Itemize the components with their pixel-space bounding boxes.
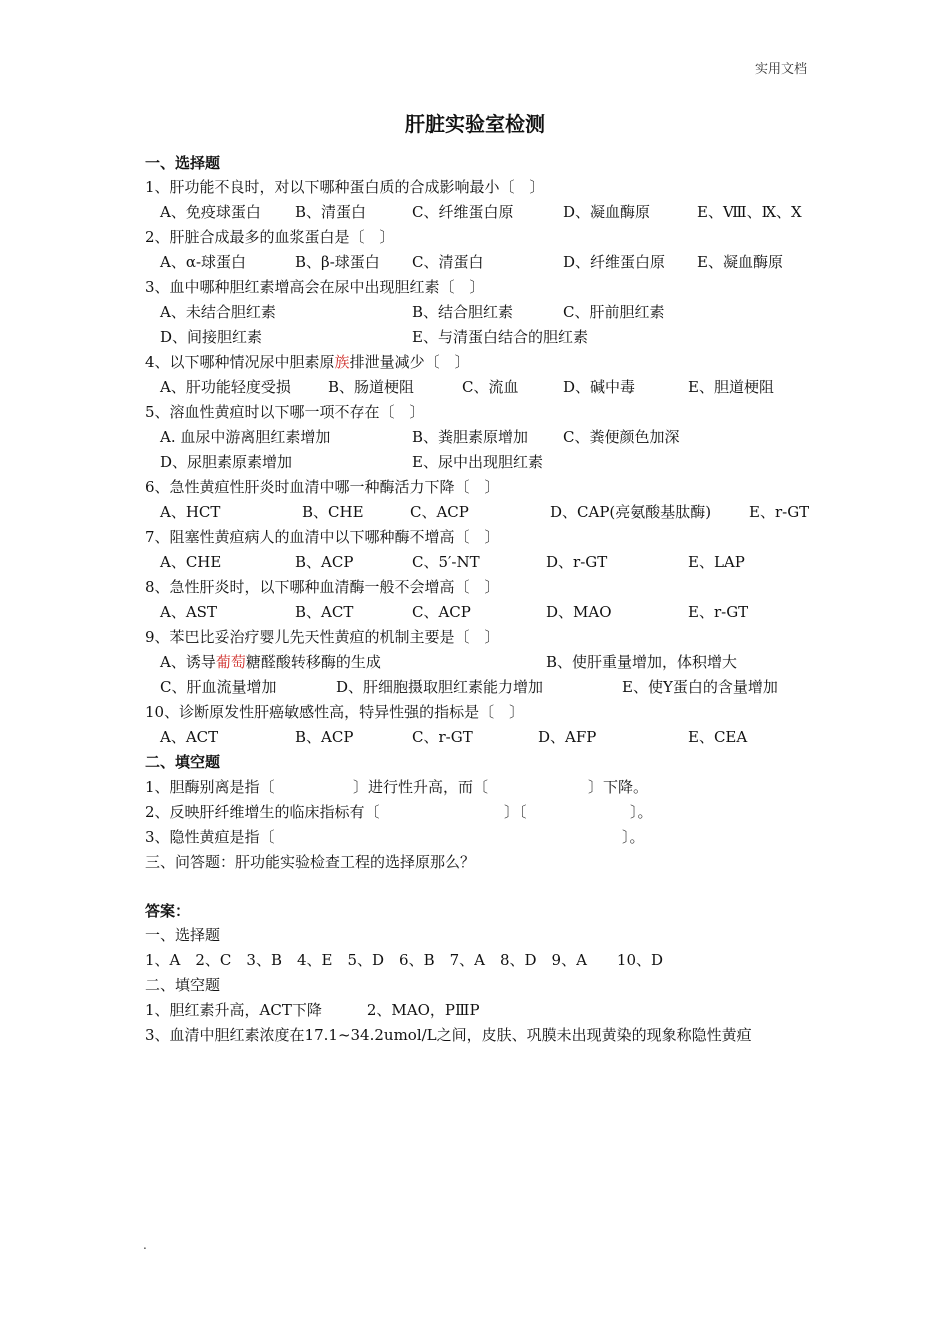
option-c: C、肝前胆红素 [563,303,665,321]
option-c: C、肝血流量增加 [160,678,277,696]
option-c: C、清蛋白 [412,253,484,271]
option-a-text: A、诱导 [160,653,216,671]
question-9: 9、苯巴比妥治疗婴儿先天性黄疸的机制主要是〔 〕 [145,628,500,646]
option-a [160,651,381,673]
option-a: A、AST [160,603,217,621]
option-d: D、r-GT [546,553,608,571]
fill-1-part2: 〕进行性升高，而〔 [353,778,489,796]
option-a: A. 血尿中游离胆红素增加 [160,428,331,446]
answers-heading: 答案： [145,902,191,920]
option-c: C、粪便颜色加深 [563,428,680,446]
option-b: B、β-球蛋白 [295,253,380,271]
fill-2-part1: 2、反映肝纤维增生的临床指标有〔 [145,803,380,821]
option-e: E、胆道梗阻 [688,378,774,396]
option-c: C、流血 [462,378,519,396]
option-b: B、清蛋白 [295,203,367,221]
option-d: D、MAO [546,603,612,621]
fill-1-part1: 1、胆酶别离是指〔 [145,778,275,796]
option-d: D、尿胆素原素增加 [160,453,293,471]
answers-choice-line: 1、A 2、C 3、B 4、E 5、D 6、B 7、A 8、D 9、A 10、D [145,951,664,969]
option-d: D、肝细胞摄取胆红素能力增加 [336,678,544,696]
fill-1-part3: 〕下降。 [588,778,649,796]
page-footer: . [143,1238,147,1252]
option-c: C、纤维蛋白原 [412,203,514,221]
page-header: 实用文档 [754,62,807,77]
question-4-text: 4、以下哪种情况尿中胆素原 [145,353,335,371]
option-a: A、未结合胆红素 [160,303,276,321]
section-choice-heading: 一、选择题 [145,154,221,172]
question-6: 6、急性黄疸性肝炎时血清中哪一种酶活力下降〔 〕 [145,478,500,496]
answers-fill-line-1: 1、胆红素升高，ACT下降 2、MAO，PⅢP [145,1001,480,1019]
option-a-highlight: 葡萄 [215,653,246,671]
question-5: 5、溶血性黄疸时以下哪一项不存在〔 〕 [145,403,425,421]
fill-3-part1: 3、隐性黄疸是指〔 [145,828,275,846]
question-3: 3、血中哪种胆红素增高会在尿中出现胆红素〔 〕 [145,278,485,296]
option-a: A、免疫球蛋白 [160,203,261,221]
option-e: E、使Y蛋白的含量增加 [622,678,778,696]
option-c: C、ACP [410,503,469,521]
option-b: B、肠道梗阻 [328,378,415,396]
fill-2-part2: 〕〔 [504,803,527,821]
option-a-text-end: 糖醛酸转移酶的生成 [245,653,381,671]
option-e: E、r-GT [749,503,810,521]
question-4-text-end: 排泄量减少〔 〕 [349,353,470,371]
answers-choice-heading: 一、选择题 [145,926,221,944]
option-e: E、r-GT [688,603,749,621]
answers-fill-line-2: 3、血清中胆红素浓度在17.1~34.2umol/L之间，皮肤、巩膜未出现黄染的现象称隐性黄疸 [145,1026,752,1044]
option-b: B、结合胆红素 [412,303,514,321]
option-e: E、与清蛋白结合的胆红素 [412,328,588,346]
option-e: E、凝血酶原 [697,253,783,271]
question-10: 10、诊断原发性肝癌敏感性高，特异性强的指标是〔 〕 [145,703,525,721]
page-title: 肝脏实验室检测 [405,112,545,136]
answers-fill-heading: 二、填空题 [145,976,221,994]
question-4 [145,351,470,373]
option-d: D、AFP [538,728,597,746]
option-b: B、使肝重量增加，体积增大 [546,653,738,671]
option-a: A、HCT [160,503,221,521]
option-e: E、CEA [688,728,748,746]
question-1: 1、肝功能不良时，对以下哪种蛋白质的合成影响最小〔 〕 [145,178,545,196]
option-d: D、纤维蛋白原 [563,253,666,271]
option-b: B、粪胆素原增加 [412,428,529,446]
option-b: B、ACP [295,728,354,746]
fill-2-part3: 〕。 [630,803,653,821]
option-a: A、α-球蛋白 [160,253,247,271]
question-2: 2、肝脏合成最多的血浆蛋白是〔 〕 [145,228,395,246]
option-d: D、凝血酶原 [563,203,651,221]
option-d: D、间接胆红素 [160,328,263,346]
option-e: E、LAP [688,553,745,571]
option-b: B、ACP [295,553,354,571]
question-8: 8、急性肝炎时，以下哪种血清酶一般不会增高〔 〕 [145,578,500,596]
option-b: B、ACT [295,603,354,621]
option-d: D、CAP(亮氨酸基肽酶) [550,503,712,521]
section-fill-heading: 二、填空题 [145,753,221,771]
option-c: C、5′-NT [412,553,480,571]
option-e: E、Ⅷ、Ⅸ、Ⅹ [697,203,802,221]
option-a: A、CHE [160,553,222,571]
section-essay: 三、问答题：肝功能实验检查工程的选择原那么？ [145,853,476,871]
option-e: E、尿中出现胆红素 [412,453,543,471]
question-4-highlight: 族 [334,353,350,371]
option-c: C、r-GT [412,728,473,746]
option-d: D、碱中毒 [563,378,636,396]
option-a: A、ACT [160,728,219,746]
fill-3-part2: 〕。 [622,828,645,846]
question-7: 7、阻塞性黄疸病人的血清中以下哪种酶不增高〔 〕 [145,528,500,546]
option-c: C、ACP [412,603,471,621]
option-b: B、CHE [302,503,364,521]
option-a: A、肝功能轻度受损 [160,378,291,396]
